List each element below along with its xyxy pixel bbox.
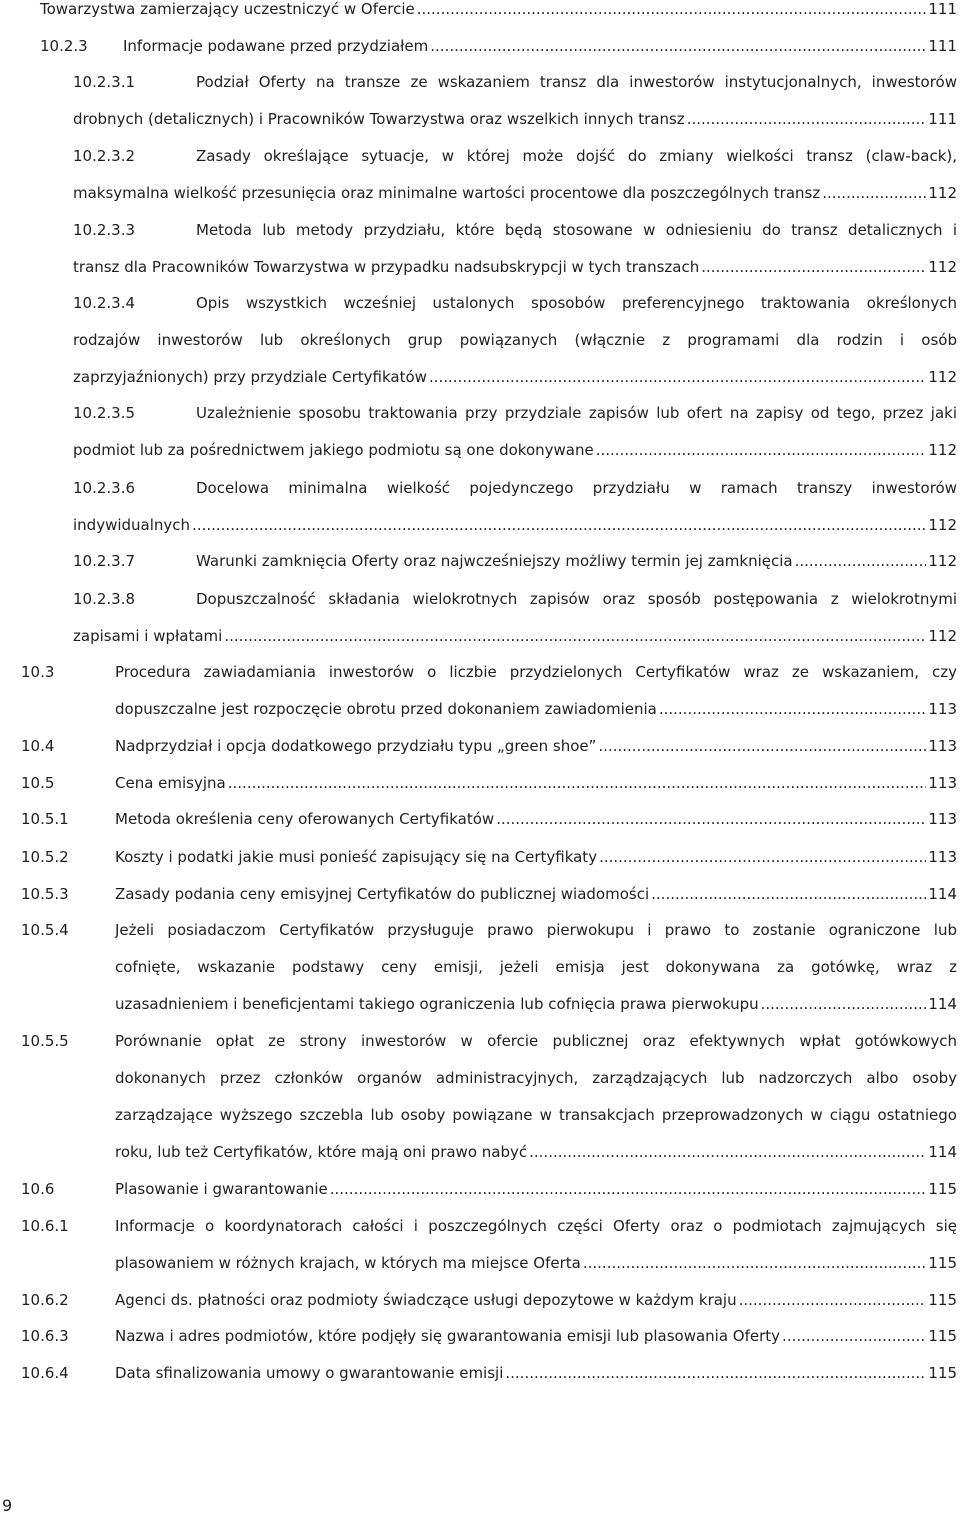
toc-entry-page: 115	[928, 1291, 957, 1309]
toc-entry-title-line: Zasady określające sytuacje, w której może dojść do zmiany wielkości transz (claw-back),	[196, 147, 957, 165]
dot-leader	[596, 441, 927, 459]
toc-entry-title-line	[40, 0, 957, 37]
toc-entry-title-line	[115, 1291, 957, 1328]
toc-entry-title-line: Procedura zawiadamiania inwestorów o liczbie przydzielonych Certyfikatów wraz ze wskazaniem, czy	[115, 663, 957, 681]
toc-entry-title: Warunki zamknięcia Oferty oraz najwcześniejszy możliwy termin jej zamknięcia	[196, 552, 793, 570]
toc-entry-title-line: Uzależnienie sposobu traktowania przy przydziale zapisów lub ofert na zapisy od tego, przez jaki	[196, 404, 957, 422]
dot-leader	[782, 1327, 926, 1345]
dot-leader	[429, 368, 926, 386]
dot-leader	[224, 627, 926, 645]
toc-entry-title-line	[73, 516, 957, 553]
toc-entry-page: 112	[928, 368, 957, 386]
dot-leader	[417, 0, 927, 18]
toc-entry-page: 113	[928, 700, 957, 718]
dot-leader	[598, 737, 926, 755]
toc-entry-page: 112	[928, 552, 957, 570]
toc-entry-page: 111	[928, 0, 957, 18]
toc-entry-page: 115	[928, 1364, 957, 1382]
toc-entry-title: indywidualnych	[73, 516, 191, 534]
toc-entry-number: 10.2.3.3	[73, 221, 136, 239]
dot-leader	[761, 995, 927, 1013]
toc-entry-number: 10.6.3	[21, 1327, 69, 1345]
dot-leader	[496, 810, 926, 828]
toc-entry-title-line	[115, 848, 957, 885]
toc-entry-title: Cena emisyjna	[115, 774, 226, 792]
toc-entry-number: 10.5.4	[21, 921, 69, 939]
toc-entry-title: Metoda określenia ceny oferowanych Certyfikatów	[115, 810, 495, 828]
toc-entry-title-line	[115, 700, 957, 737]
toc-entry-number: 10.2.3.7	[73, 552, 136, 570]
toc-entry-title: zapisami i wpłatami	[73, 627, 223, 645]
toc-entry-title-line	[73, 441, 957, 478]
toc-entry-number: 10.5.5	[21, 1032, 69, 1050]
toc-entry-title-line: rodzajów inwestorów lub określonych grup powiązanych (włącznie z programami dla rodzin i osób	[73, 331, 957, 349]
toc-entry-page: 112	[928, 441, 957, 459]
dot-leader	[659, 700, 927, 718]
toc-entry-title-line	[115, 995, 957, 1032]
toc-entry-page: 112	[928, 516, 957, 534]
toc-entry-title-line	[73, 184, 957, 221]
dot-leader	[330, 1180, 927, 1198]
toc-entry-title-line: Metoda lub metody przydziału, które będą stosowane w odniesieniu do transz detalicznych i	[196, 221, 957, 239]
toc-entry-number: 10.6.1	[21, 1217, 69, 1235]
toc-entry-title-line	[115, 1143, 957, 1180]
toc-entry-number: 10.5.3	[21, 885, 69, 903]
toc-entry-title-line: zarządzające wyższego szczebla lub osoby powiązane w transakcjach przeprowadzonych w ciągu ostatniego	[115, 1106, 957, 1124]
toc-entry-number: 10.2.3.2	[73, 147, 136, 165]
dot-leader	[701, 258, 926, 276]
toc-entry-page: 113	[928, 737, 957, 755]
dot-leader	[822, 184, 926, 202]
toc-entry-page: 114	[928, 885, 957, 903]
toc-entry-title: uzasadnieniem i beneficjentami takiego ograniczenia lub cofnięcia prawa pierwokupu	[115, 995, 759, 1013]
dot-leader	[651, 885, 926, 903]
toc-entry-number: 10.5.2	[21, 848, 69, 866]
toc-entry-page: 115	[928, 1180, 957, 1198]
dot-leader	[529, 1143, 926, 1161]
toc-entry-title: Zasady podania ceny emisyjnej Certyfikatów do publicznej wiadomości	[115, 885, 650, 903]
toc-entry-title: Nazwa i adres podmiotów, które podjęły się gwarantowania emisji lub plasowania Oferty	[115, 1327, 781, 1345]
dot-leader	[228, 774, 927, 792]
toc-entry-number: 10.5	[21, 774, 55, 792]
toc-entry-page: 113	[928, 774, 957, 792]
toc-entry-title: zaprzyjaźnionych) przy przydziale Certyfikatów	[73, 368, 427, 386]
toc-entry-number: 10.4	[21, 737, 55, 755]
toc-entry-page: 115	[928, 1327, 957, 1345]
toc-entry-title-line	[115, 1364, 957, 1401]
toc-entry-title-line: Informacje o koordynatorach całości i poszczególnych części Oferty oraz o podmiotach zajmujących się	[115, 1217, 957, 1235]
toc-entry-title: Koszty i podatki jakie musi ponieść zapisujący się na Certyfikaty	[115, 848, 598, 866]
toc-entry-title-line: Jeżeli posiadaczom Certyfikatów przysługuje prawo pierwokupu i prawo to zostanie ograniczone lub	[115, 921, 957, 939]
toc-entry-title-line: Dopuszczalność składania wielokrotnych zapisów oraz sposób postępowania z wielokrotnymi	[196, 590, 957, 608]
toc-entry-page: 111	[928, 110, 957, 128]
toc-entry-number: 10.2.3.8	[73, 590, 136, 608]
toc-entry-title-line: Podział Oferty na transze ze wskazaniem transz dla inwestorów instytucjonalnych, inwestorów	[196, 73, 957, 91]
toc-entry-number: 10.5.1	[21, 810, 69, 828]
toc-entry-title-line: Docelowa minimalna wielkość pojedynczego przydziału w ramach transzy inwestorów	[196, 479, 957, 497]
dot-leader	[739, 1291, 927, 1309]
toc-entry-title-line: cofnięte, wskazanie podstawy ceny emisji, jeżeli emisja jest dokonywana za gotówkę, wraz z	[115, 958, 957, 976]
toc-entry-title-line: Opis wszystkich wcześniej ustalonych sposobów preferencyjnego traktowania określonych	[196, 294, 957, 312]
toc-entry-title-line	[73, 110, 957, 147]
dot-leader	[583, 1254, 927, 1272]
toc-entry-title: plasowaniem w różnych krajach, w których ma miejsce Oferta	[115, 1254, 581, 1272]
toc-entry-title-line	[73, 627, 957, 664]
toc-entry-page: 112	[928, 258, 957, 276]
toc-entry-title-line	[196, 552, 957, 589]
toc-entry-page: 112	[928, 627, 957, 645]
toc-entry-title-line	[115, 1327, 957, 1364]
toc-entry-number: 10.2.3	[40, 37, 88, 55]
toc-entry-page: 115	[928, 1254, 957, 1272]
toc-entry-number: 10.6.4	[21, 1364, 69, 1382]
toc-entry-number: 10.6	[21, 1180, 55, 1198]
toc-entry-page: 114	[928, 995, 957, 1013]
toc-entry-title-line	[115, 774, 957, 811]
toc-entry-title: podmiot lub za pośrednictwem jakiego podmiotu są one dokonywane	[73, 441, 594, 459]
toc-entry-page: 111	[928, 37, 957, 55]
dot-leader	[795, 552, 927, 570]
toc-entry-title: dopuszczalne jest rozpoczęcie obrotu przed dokonaniem zawiadomienia	[115, 700, 657, 718]
toc-entry-title-line	[115, 737, 957, 774]
toc-entry-number: 10.2.3.4	[73, 294, 136, 312]
toc-entry-title: Agenci ds. płatności oraz podmioty świadczące usługi depozytowe w każdym kraju	[115, 1291, 737, 1309]
dot-leader	[192, 516, 926, 534]
dot-leader	[505, 1364, 926, 1382]
toc-entry-title: Data sfinalizowania umowy o gwarantowanie emisji	[115, 1364, 504, 1382]
toc-entry-number: 10.6.2	[21, 1291, 69, 1309]
toc-entry-number: 10.3	[21, 663, 55, 681]
dot-leader	[430, 37, 926, 55]
toc-entry-title: drobnych (detalicznych) i Pracowników Towarzystwa oraz wszelkich innych transz	[73, 110, 685, 128]
toc-entry-title-line: Porównanie opłat ze strony inwestorów w ofercie publicznej oraz efektywnych wpłat gotówkowych	[115, 1032, 957, 1050]
toc-entry-title: Informacje podawane przed przydziałem	[123, 37, 429, 55]
toc-entry-title-line	[115, 1180, 957, 1217]
toc-entry-page: 113	[928, 848, 957, 866]
toc-entry-title: transz dla Pracowników Towarzystwa w przypadku nadsubskrypcji w tych transzach	[73, 258, 700, 276]
toc-entry-number: 10.2.3.6	[73, 479, 136, 497]
toc-entry-number: 10.2.3.5	[73, 404, 136, 422]
toc-entry-title: Towarzystwa zamierzający uczestniczyć w Ofercie	[40, 0, 415, 18]
toc-entry-title-line	[73, 368, 957, 405]
toc-entry-title-line	[115, 810, 957, 847]
toc-entry-title: roku, lub też Certyfikatów, które mają oni prawo nabyć	[115, 1143, 528, 1161]
toc-entry-number: 10.2.3.1	[73, 73, 136, 91]
toc-entry-page: 113	[928, 810, 957, 828]
toc-entry-title: maksymalna wielkość przesunięcia oraz minimalne wartości procentowe dla poszczególnych transz	[73, 184, 821, 202]
toc-entry-title: Nadprzydział i opcja dodatkowego przydziału typu „green shoe”	[115, 737, 597, 755]
toc-entry-page: 114	[928, 1143, 957, 1161]
toc-entry-page: 112	[928, 184, 957, 202]
dot-leader	[599, 848, 926, 866]
dot-leader	[687, 110, 927, 128]
toc-entry-title-line: dokonanych przez członków organów administracyjnych, zarządzających lub nadzorczych albo osoby	[115, 1069, 957, 1087]
toc-entry-title: Plasowanie i gwarantowanie	[115, 1180, 328, 1198]
toc-entry-title-line	[115, 1254, 957, 1291]
toc-entry-title-line	[73, 258, 957, 295]
page-number: 9	[2, 1496, 13, 1515]
toc-entry-title-line	[123, 37, 957, 74]
toc-entry-title-line	[115, 885, 957, 922]
